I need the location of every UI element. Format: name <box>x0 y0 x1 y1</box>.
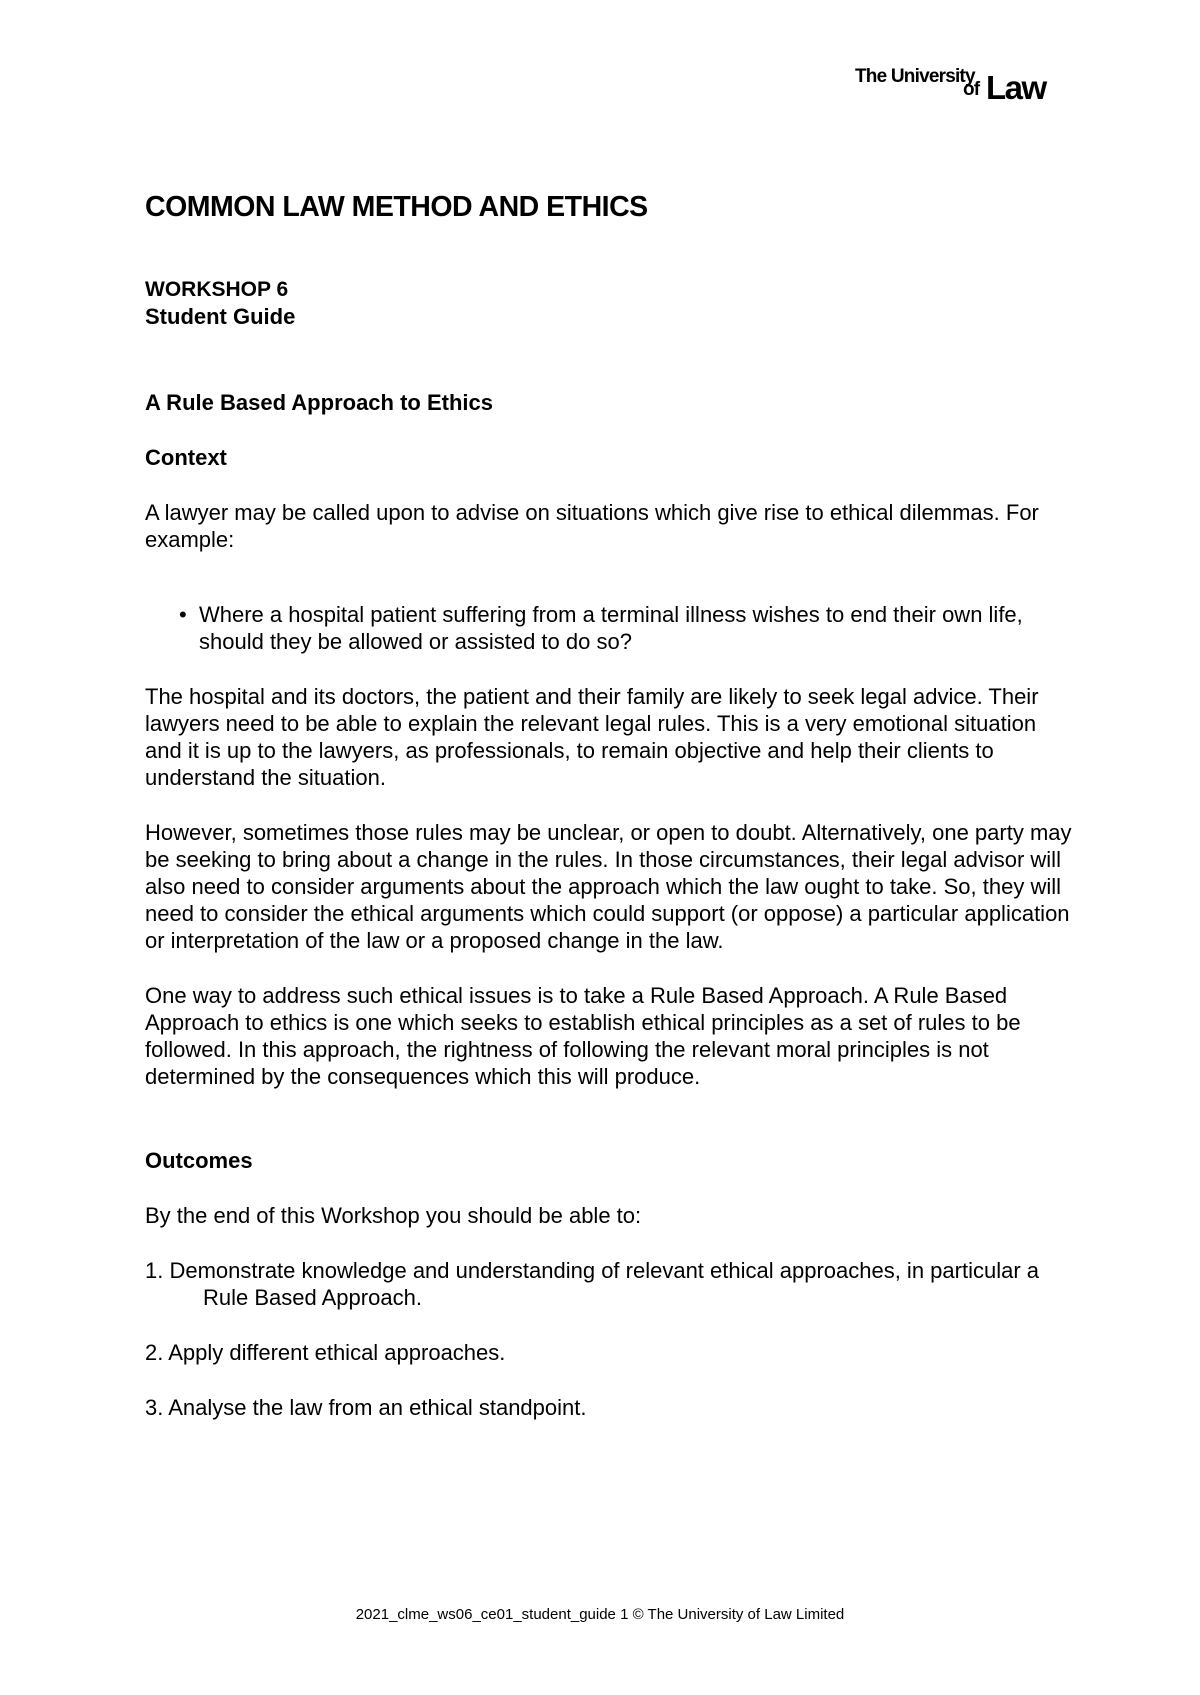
logo-line-2: of <box>963 79 980 100</box>
guide-label: Student Guide <box>145 304 296 329</box>
logo-line-3: Law <box>986 69 1046 106</box>
university-logo <box>855 66 1065 108</box>
workshop-label: WORKSHOP 6 <box>145 278 289 301</box>
document-title: COMMON LAW METHOD AND ETHICS <box>145 191 648 223</box>
outcome-item-2: 2. Apply different ethical approaches. <box>145 1340 506 1365</box>
context-heading: Context <box>145 445 227 470</box>
logo-line-1: The University <box>855 66 975 87</box>
outcome-item-3: 3. Analyse the law from an ethical standpoint. <box>145 1395 587 1420</box>
section-title: A Rule Based Approach to Ethics <box>145 390 493 415</box>
document-body <box>145 190 1075 1421</box>
bullet-marker: • <box>179 602 187 627</box>
context-intro: A lawyer may be called upon to advise on situations which give rise to ethical dilemmas. For example: <box>145 500 1039 552</box>
outcome-item-1: 1. Demonstrate knowledge and understanding of relevant ethical approaches, in particular a Rule Based Approach. <box>145 1258 1039 1310</box>
bullet-text: Where a hospital patient suffering from a terminal illness wishes to end their own life, should they be allowed or assisted to do so? <box>199 602 1023 654</box>
outcomes-heading: Outcomes <box>145 1148 253 1173</box>
context-paragraph-3: One way to address such ethical issues is to take a Rule Based Approach. A Rule Based Approach to ethics is one which seeks to establish ethical principles as a set of rules to be followed. In this approach, the rightness of following the relevant moral principles is not determined by the consequences which this will produce. <box>145 983 1021 1089</box>
context-bullet <box>145 601 1075 655</box>
context-paragraph-2: However, sometimes those rules may be unclear, or open to doubt. Alternatively, one party may be seeking to bring about a change in the rules. In those circumstances, their legal advisor will also need to consider arguments about the approach which the law ought to take. So, they will need to consider the ethical arguments which could support (or oppose) a particular application or interpretation of the law or a proposed change in the law. <box>145 820 1072 953</box>
page-footer: 2021_clme_ws06_ce01_student_guide 1 © The University of Law Limited <box>355 1606 845 1623</box>
context-paragraph-1: The hospital and its doctors, the patient and their family are likely to seek legal advice. Their lawyers need to be able to explain the relevant legal rules. This is a very emotional situation and it is up to the lawyers, as professionals, to remain objective and help their clients to understand the situation. <box>145 684 1039 790</box>
outcomes-intro: By the end of this Workshop you should be able to: <box>145 1203 642 1228</box>
